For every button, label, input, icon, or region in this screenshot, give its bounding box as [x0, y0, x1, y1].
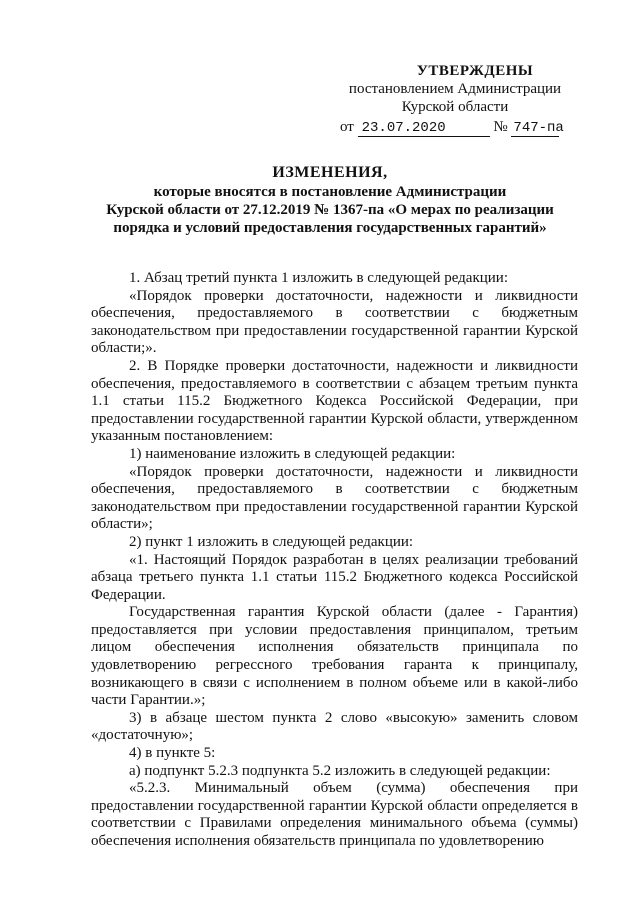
paragraph: Государственная гарантия Курской области (далее - Гарантия) предоставляется при условии предоставления принципалом, третьим лицом обеспечения исполнения обязательств принципала по удовлетворению регрессного требования гаранта к принципалу, возникающего в связи с исполнением в полном объеме или в какой-либо части Гарантии.»; — [91, 604, 578, 709]
title-line-1: которые вносятся в постановление Администрации — [153, 184, 507, 200]
document-body — [91, 270, 578, 851]
approval-line-1: постановлением Администрации — [348, 81, 562, 97]
paragraph: «1. Настоящий Порядок разработан в целях реализации требований абзаца третьего пункта 1.1 статьи 115.2 Бюджетного кодекса Российской Федерации. — [91, 551, 578, 603]
paragraph: 2. В Порядке проверки достаточности, надежности и ликвидности обеспечения, предоставляемого в соответствии с абзацем третьим пункта 1.1 статьи 115.2 Бюджетного Кодекса Российской Федерации, при предоставлении государственной гарантии Курской области, утвержденном указанным постановлением: — [91, 357, 578, 445]
paragraph: 2) пункт 1 изложить в следующей редакции: — [129, 533, 414, 550]
approval-line-2: Курской области — [401, 99, 509, 115]
paragraph: «Порядок проверки достаточности, надежности и ликвидности обеспечения, предоставляемого в соответствии с бюджетным законодательством при предоставлении государственной гарантии Курской области»; — [91, 463, 578, 533]
paragraph: «Порядок проверки достаточности, надежности и ликвидности обеспечения, предоставляемого в соответствии с бюджетным законодательством при предоставлении государственной гарантии Курской области;». — [91, 287, 578, 357]
paragraph: «5.2.3. Минимальный объем (сумма) обеспечения при предоставлении государственной гарантии Курской области определяется в соответствии с Правилами определения минимального объема (суммы) обеспечения исполнения обязательств принципала по удовлетворению — [91, 780, 578, 849]
approval-date: 23.07.2020 — [358, 121, 490, 137]
paragraph: 4) в пункте 5: — [129, 745, 216, 762]
approval-stamp — [330, 62, 580, 116]
title-line-3: порядка и условий предоставления государственных гарантий» — [113, 220, 547, 236]
paragraph: 1) наименование изложить в следующей редакции: — [129, 445, 456, 462]
approval-number: 747-па — [513, 120, 564, 136]
date-prefix: от — [340, 119, 354, 135]
title-main: ИЗМЕНЕНИЯ, — [272, 164, 388, 181]
number-prefix: № — [493, 119, 508, 135]
paragraph: 3) в абзаце шестом пункта 2 слово «высокую» заменить словом «достаточную»; — [91, 709, 578, 744]
approval-date-line — [340, 118, 580, 137]
approval-heading: УТВЕРЖДЕНЫ — [416, 63, 534, 79]
paragraph: 1. Абзац третий пункта 1 изложить в следующей редакции: — [129, 270, 509, 286]
title-line-2: Курской области от 27.12.2019 № 1367-па «О мерах по реализации — [106, 202, 554, 218]
document-title — [90, 164, 570, 237]
paragraph: а) подпункт 5.2.3 подпункта 5.2 изложить в следующей редакции: — [129, 762, 551, 779]
